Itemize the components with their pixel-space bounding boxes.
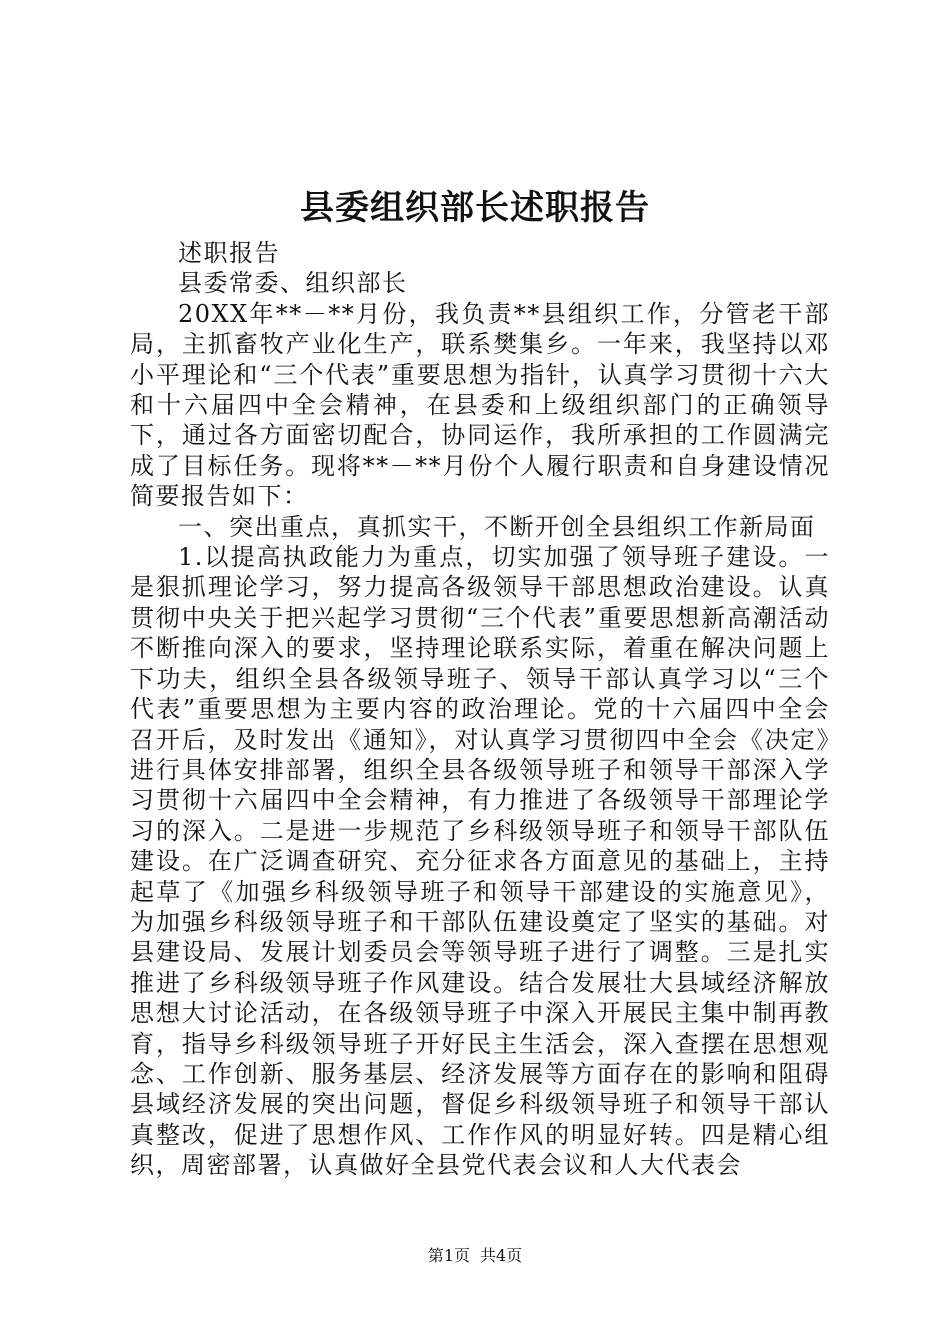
paragraph-author-position: 县委常委、组织部长 [178,269,408,298]
paragraph-introduction: 20XX年**－**月份，我负责**县组织工作，分管老干部局，主抓畜牧产业化生产，联系樊集乡。一年来，我坚持以邓小平理论和“三个代表”重要思想为指针，认真学习贯彻十六大和十六届四中全会精神，在县委和上级组织部门的正确领导下，通过各方面密切配合，协同运作，我所承担的工作圆满完成了目标任务。现将**－**月份个人履行职责和自身建设情况简要报告如下： [130,299,830,511]
paragraph-section-heading: 一、突出重点，真抓实干，不断开创全县组织工作新局面 [178,512,816,541]
page-number-total: 共4页 [480,1246,523,1265]
page-footer [0,1245,950,1267]
document-body [130,238,830,1181]
paragraph-heading-label: 述职报告 [178,239,280,267]
document-title: 县委组织部长述职报告 [300,188,650,228]
page-number-current: 第1页 [427,1246,470,1265]
paragraph-item-1: 1.以提高执政能力为重点，切实加强了领导班子建设。一是狠抓理论学习，努力提高各级领导干部思想政治建设。认真贯彻中央关于把兴起学习贯彻“三个代表”重要思想新高潮活动不断推向深入的要求，坚持理论联系实际，着重在解决问题上下功夫，组织全县各级领导班子、领导干部认真学习以“三个代表”重要思想为主要内容的政治理论。党的十六届四中全会召开后，及时发出《通知》，对认真学习贯彻四中全会《决定》进行具体安排部署，组织全县各级领导班子和领导干部深入学习贯彻十六届四中全会精神，有力推进了各级领导干部理论学习的深入。二是进一步规范了乡科级领导班子和领导干部队伍建设。在广泛调查研究、充分征求各方面意见的基础上，主持起草了《加强乡科级领导班子和领导干部建设的实施意见》，为加强乡科级领导班子和干部队伍建设奠定了坚实的基础。对县建设局、发展计划委员会等领导班子进行了调整。三是扎实推进了乡科级领导班子作风建设。结合发展壮大县域经济解放思想大讨论活动，在各级领导班子中深入开展民主集中制再教育，指导乡科级领导班子开好民主生活会，深入查摆在思想观念、工作创新、服务基层、经济发展等方面存在的影响和阻碍县域经济发展的突出问题，督促乡科级领导班子和领导干部认真整改，促进了思想作风、工作作风的明显好转。四是精心组织，周密部署，认真做好全县党代表会议和人大代表会 [130,543,830,1180]
